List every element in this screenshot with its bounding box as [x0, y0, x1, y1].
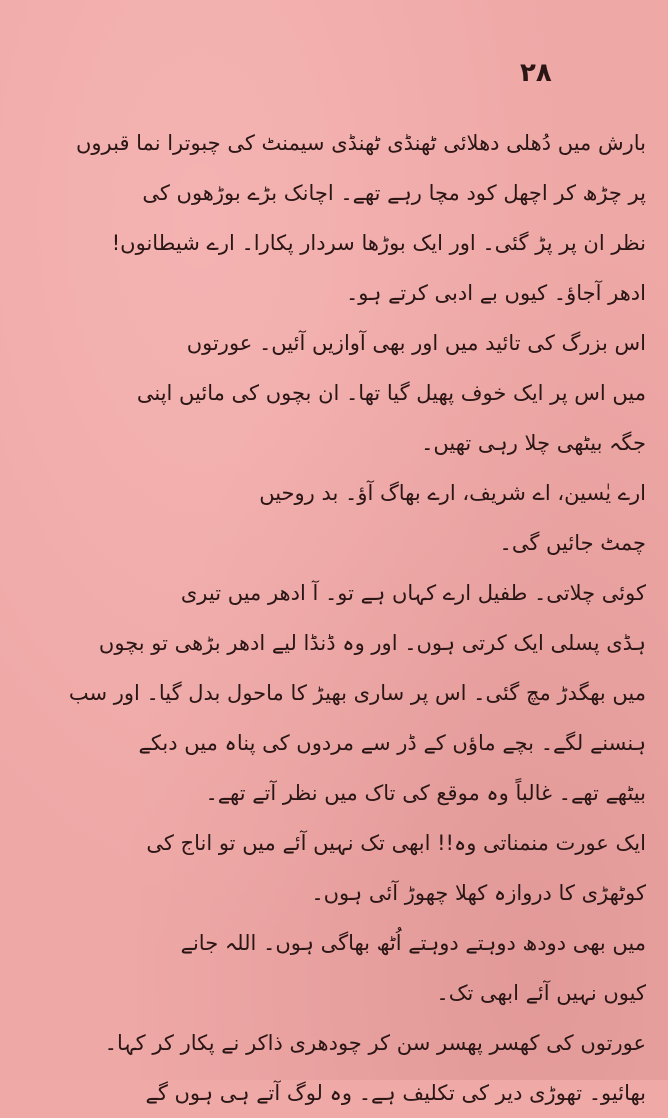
- text-line: ہڈی پسلی ایک کرتی ہوں۔ اور وہ ڈنڈا لیے ادھر بڑھی تو بچوں: [98, 631, 646, 655]
- text-line: میں بھی دودھ دوہتے دوہتے اُٹھ بھاگی ہوں۔ اللہ جانے: [180, 931, 646, 955]
- text-line: نظر ان پر پڑ گئی۔ اور ایک بوڑھا سردار پکارا۔ ارے شیطانوں!: [111, 231, 646, 255]
- text-line: کوٹھڑی کا دروازہ کھلا چھوڑ آئی ہوں۔: [311, 881, 646, 905]
- text-line: میں اس پر ایک خوف پھیل گیا تھا۔ ان بچوں کی مائیں اپنی: [136, 381, 646, 405]
- text-line: پر چڑھ کر اچھل کود مچا رہے تھے۔ اچانک بڑے بوڑھوں کی: [142, 181, 646, 205]
- text-line: ایک عورت منمناتی وہ!! ابھی تک نہیں آئے میں تو اناج کی: [146, 831, 646, 855]
- text-line: اس بزرگ کی تائید میں اور بھی آوازیں آئیں۔ عورتوں: [186, 331, 646, 355]
- body-text: [18, 118, 646, 1118]
- text-line: بیٹھے تھے۔ غالباً وہ موقع کی تاک میں نظر آتے تھے۔: [205, 781, 646, 805]
- text-line: بھائیو۔ تھوڑی دیر کی تکلیف ہے۔ وہ لوگ آتے ہی ہوں گے: [145, 1081, 646, 1105]
- page-number: ۲۸: [520, 58, 552, 88]
- text-line: کیوں نہیں آئے ابھی تک۔: [436, 981, 646, 1005]
- text-line: ہنسنے لگے۔ بچے ماؤں کے ڈر سے مردوں کی پناہ میں دبکے: [138, 731, 646, 755]
- text-line: چمٹ جائیں گی۔: [499, 531, 646, 555]
- text-line: کوئی چلاتی۔ طفیل ارے کہاں ہے تو۔ آ ادھر میں تیری: [180, 581, 646, 605]
- text-line: بارش میں دُھلی دھلائی ٹھنڈی ٹھنڈی سیمنٹ کی چبوترا نما قبروں: [75, 131, 646, 155]
- text-line: ارے یٰسین، اے شریف، ارے بھاگ آؤ۔ بد روحیں: [259, 481, 646, 505]
- text-line: جگہ بیٹھی چلا رہی تھیں۔: [421, 431, 646, 455]
- text-line: میں بھگدڑ مچ گئی۔ اس پر ساری بھیڑ کا ماحول بدل گیا۔ اور سب: [68, 681, 646, 705]
- text-line: ادھر آجاؤ۔ کیوں بے ادبی کرتے ہو۔: [345, 281, 646, 305]
- text-line: عورتوں کی کھسر پھسر سن کر چودھری ذاکر نے پکار کر کہا۔: [104, 1031, 646, 1055]
